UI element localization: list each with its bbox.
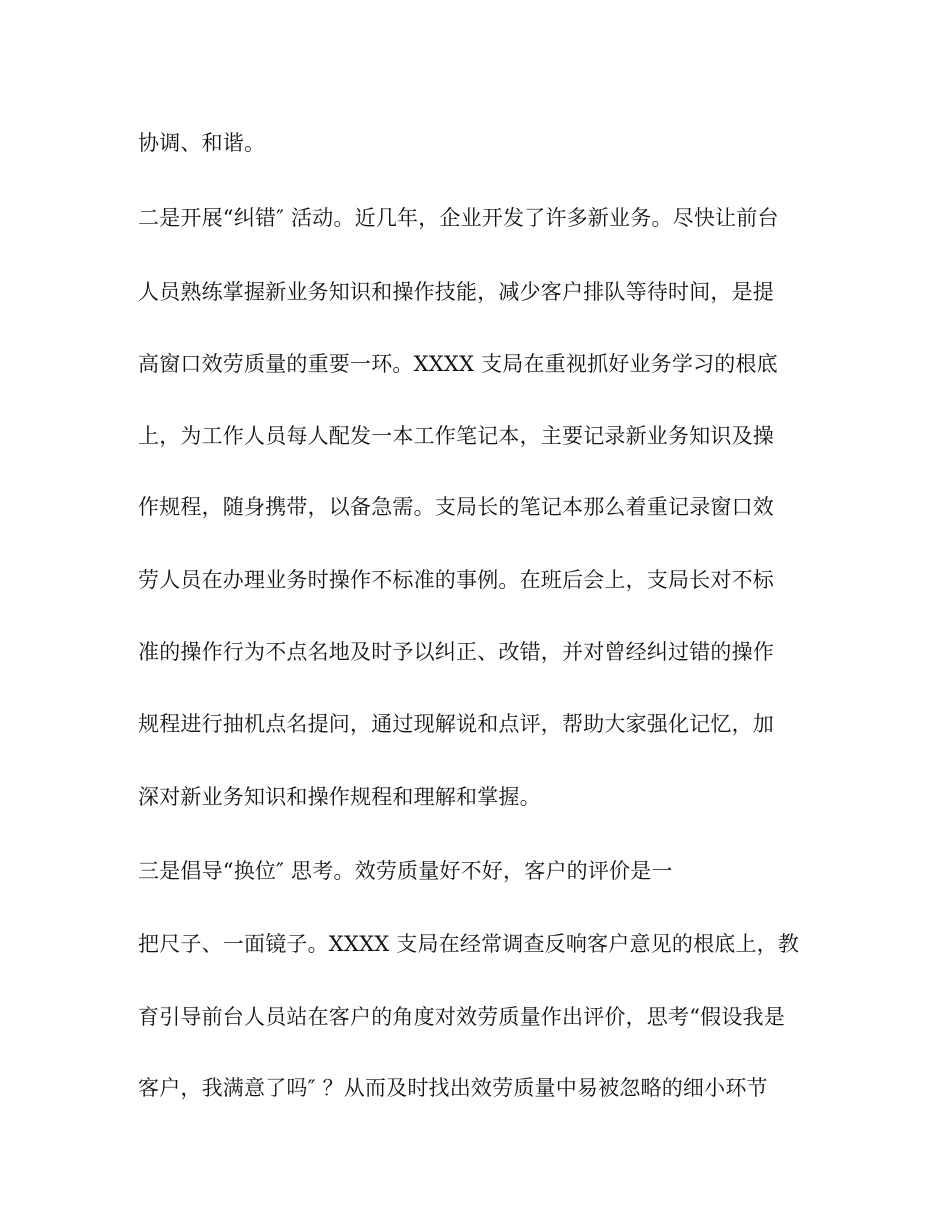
text-line: 客户，我满意了吗″ ？从而及时找出效劳质量中易被忽略的细小环节 — [138, 1076, 768, 1100]
text-line: 准的操作行为不点名地及时予以纠正、改错，并对曾经纠过错的操作 — [138, 640, 774, 664]
text-line: 作规程，随身携带，以备急需。支局长的笔记本那么着重记录窗口效 — [138, 495, 774, 519]
text-line: 二是开展“纠错″ 活动。近几年，企业开发了许多新业务。尽快让前台 — [138, 206, 779, 230]
text-line: 育引导前台人员站在客户的角度对效劳质量作出评价，思考“假设我是 — [138, 1005, 785, 1029]
text-line: 高窗口效劳质量的重要一环。XXXX 支局在重视抓好业务学习的根底 — [138, 352, 778, 376]
text-line: 协调、和谐。 — [138, 131, 266, 155]
text-line: 三是倡导“换位″ 思考。效劳质量好不好，客户的评价是一 — [138, 859, 673, 883]
text-line: 上，为工作人员每人配发一本工作笔记本，主要记录新业务知识及操 — [138, 424, 774, 448]
text-line: 劳人员在办理业务时操作不标准的事例。在班后会上，支局长对不标 — [138, 568, 774, 592]
text-line: 人员熟练掌握新业务知识和操作技能，减少客户排队等待时间，是提 — [138, 280, 774, 304]
text-line: 深对新业务知识和操作规程和理解和掌握。 — [138, 785, 541, 809]
text-line: 规程进行抽机点名提问，通过现解说和点评，帮助大家强化记忆，加 — [138, 712, 774, 736]
text-line: 把尺子、一面镜子。XXXX 支局在经常调查反响客户意见的根底上，教 — [138, 932, 800, 956]
